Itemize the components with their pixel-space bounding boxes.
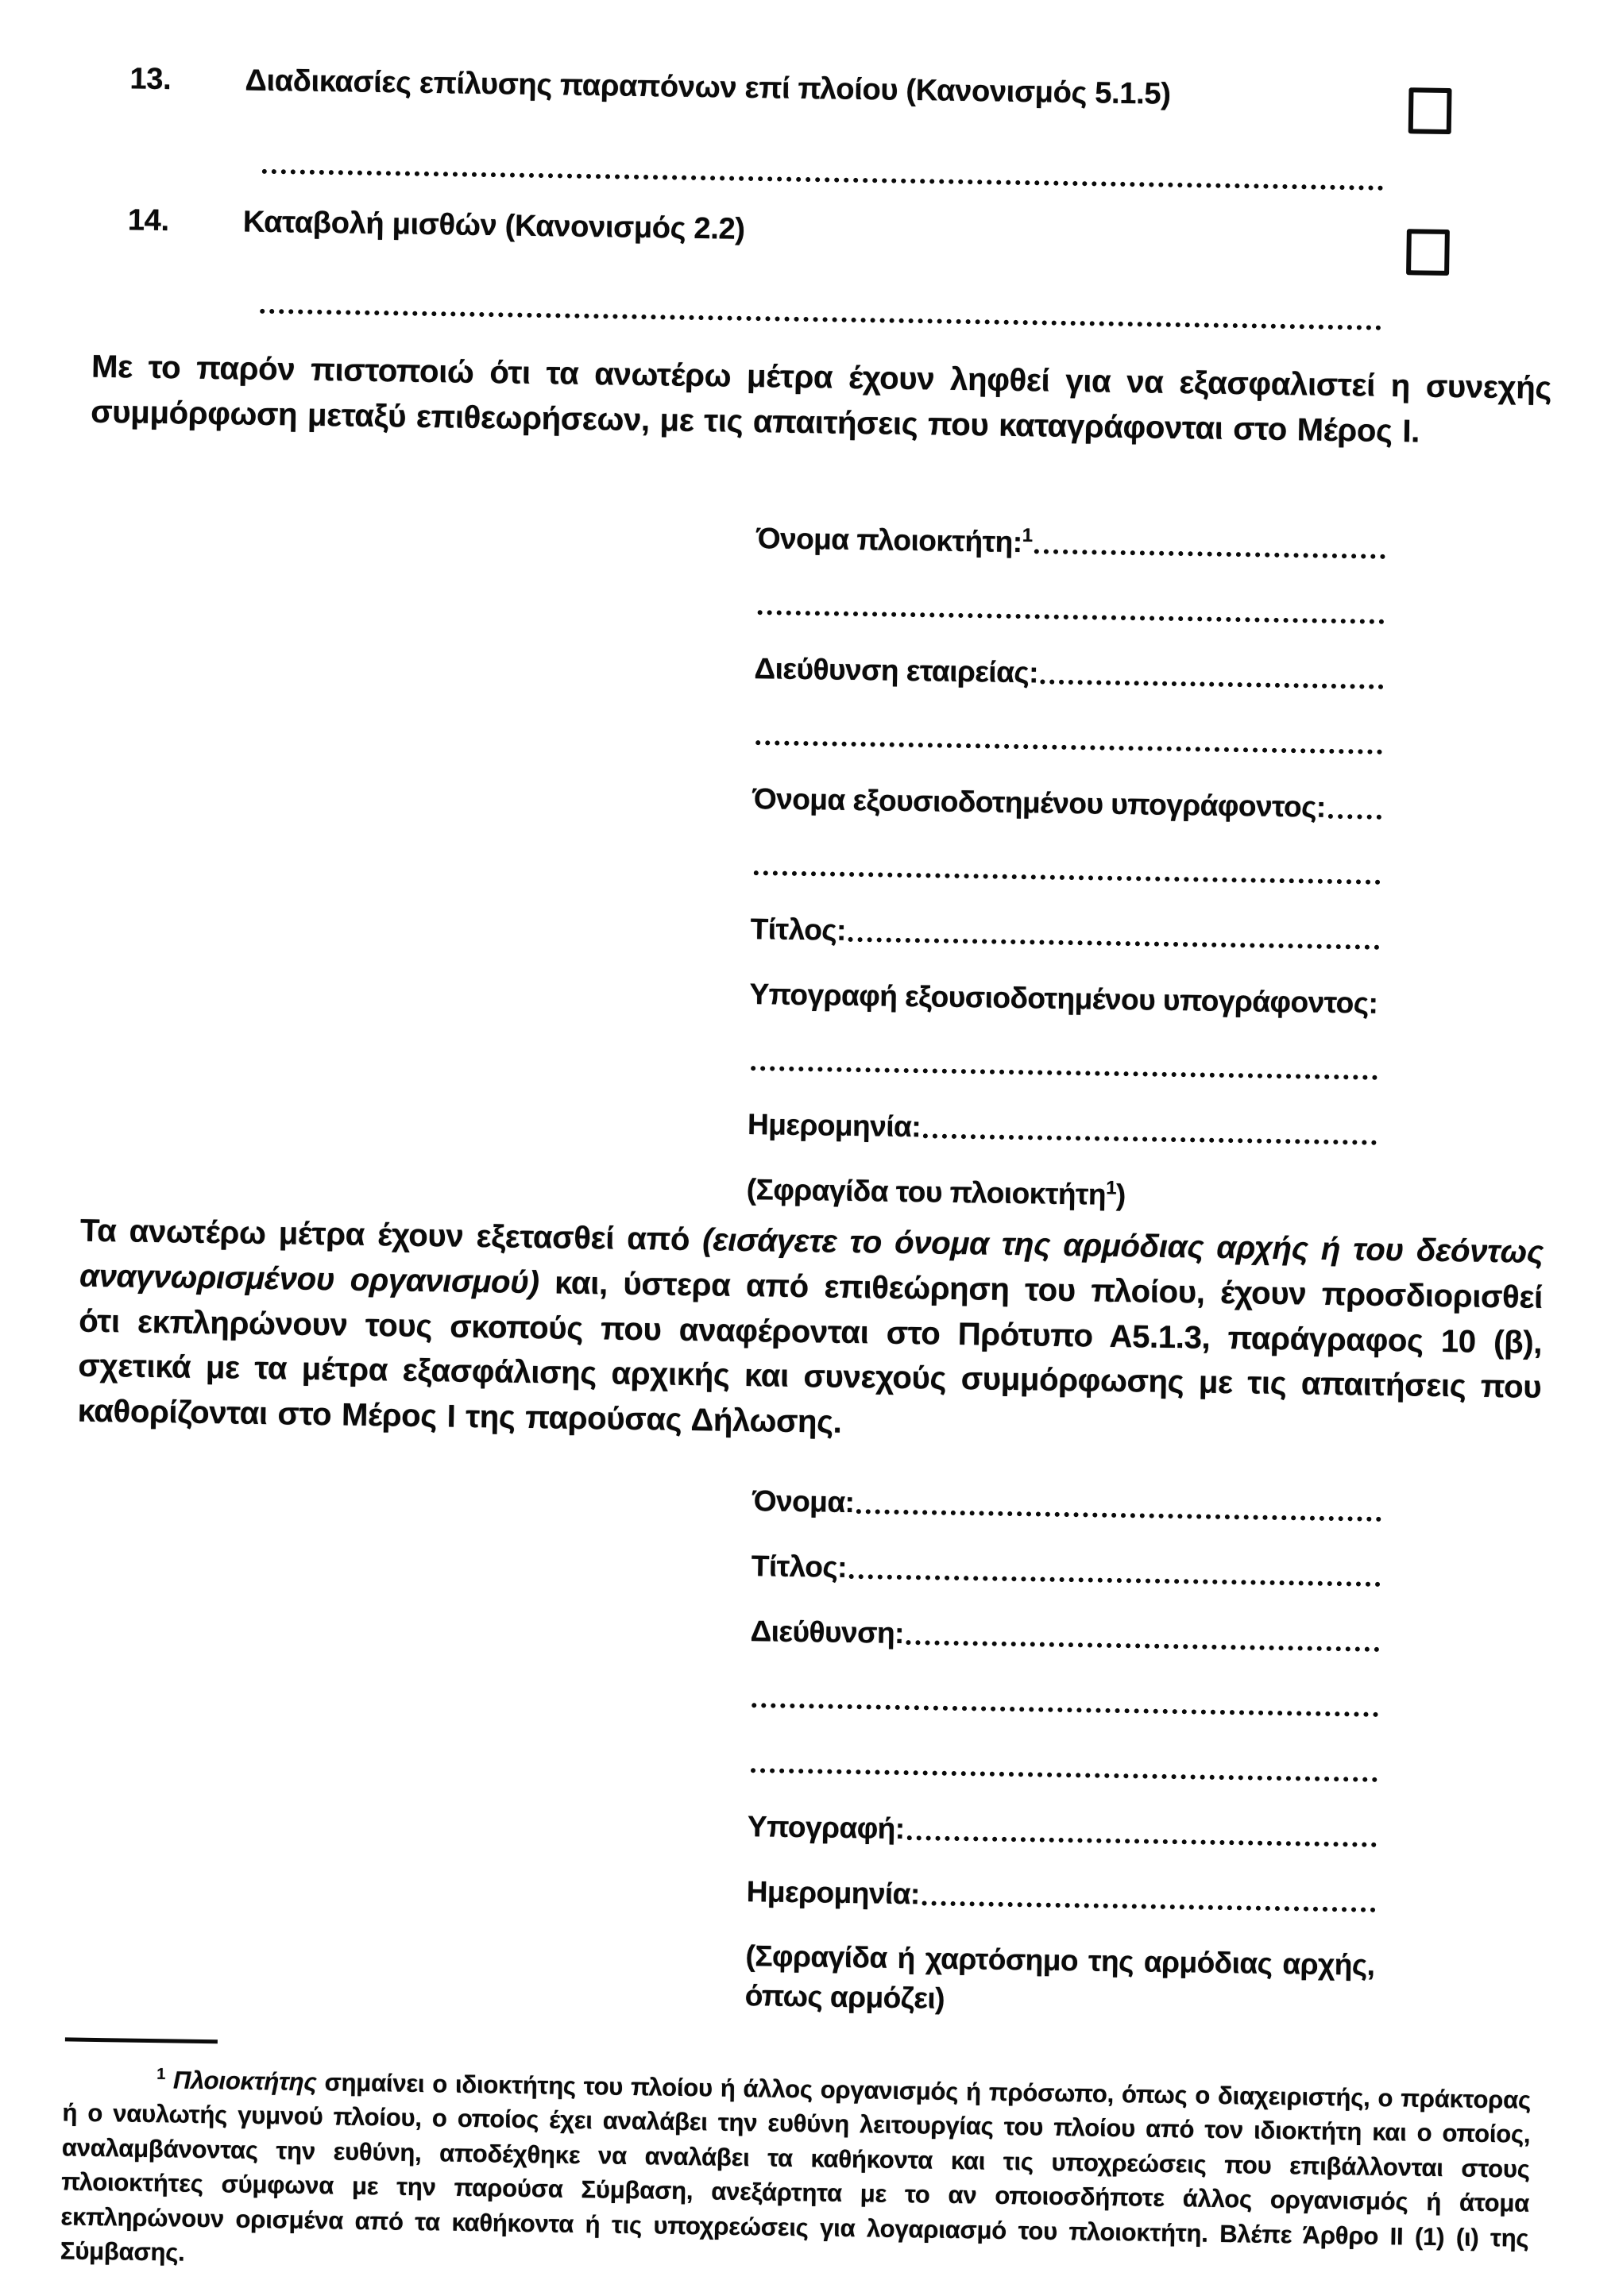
company-address-label: Διεύθυνση εταιρείας:	[754, 652, 1038, 689]
signatory-name-fill-line[interactable]	[1328, 814, 1381, 820]
owner-name-fill-line[interactable]	[1034, 549, 1385, 559]
title-row	[750, 909, 1380, 955]
signatory-name-extra-row	[752, 843, 1381, 890]
owner-name-label: Όνομα πλοιοκτήτη:$^1$	[756, 522, 1033, 559]
item-14-number: 14.	[128, 203, 244, 240]
review-paragraph-italic-instruction: (εισάγετε το όνομα της αρμόδιας αρχής ή του δεόντως αναγνωρισμένου οργανισμού)	[79, 1222, 1544, 1300]
footnote-ref-1: 1	[156, 2066, 165, 2083]
item-14-checkbox[interactable]	[1406, 229, 1450, 276]
date-fill-line[interactable]	[922, 1900, 1376, 1912]
signatory-signature-fill-row	[748, 1039, 1378, 1086]
owner-name-row	[756, 518, 1386, 565]
shipowner-signature-block	[746, 518, 1385, 1244]
review-paragraph-part2: και, ύστερα από επιθεώρηση του πλοίου, έχουν προσδιορισθεί ότι εκπληρώνουν τους σκοπούς που αναφέρονται στο Πρότυπο Α5.1.3, παράγραφος 10 (β), σχετικά με τα μέτρα εξασφάλισης αρχικής και συνεχούς συμμόρφωσης με τις απαιτήσεις που καθορίζονται στο Μέρος Ι της παρούσας Δήλωσης.	[77, 1265, 1543, 1440]
footnote-body: σημαίνει ο ιδιοκτήτης του πλοίου ή άλλος οργανισμός ή πρόσωπο, όπως ο διαχειριστής, ο πράκτορας ή ο ναυλωτής γυμνού πλοίου, ο οποίος έχει αναλάβει την ευθύνη λειτουργίας του πλοίου από τον ιδιοκτήτη και ο οποίος, αναλαμβάνοντας την ευθύνη, αποδέχθηκε να αναλάβει τα καθήκοντα και τις υποχρεώσεις που επιβάλλονται στους πλοιοκτήτες σύμφωνα με την παρούσα Σύμβαση, ανεξάρτητα με το αν οποιοσδήποτε άλλος οργανισμός ή άτομα εκπληρώνουν ορισμένα από τα καθήκοντα ή τις υποχρεώσεις για λογαριασμό του πλοιοκτήτη. Βλέπε Άρθρο ΙΙ (1) (ι) της Σύμβασης.	[60, 2068, 1532, 2267]
item-14-label: Καταβολή μισθών (Κανονισμός 2.2)	[243, 205, 746, 247]
fill-in-line[interactable]	[755, 740, 1382, 754]
certification-paragraph: Με το παρόν πιστοποιώ ότι τα ανωτέρω μέτρα έχουν ληφθεί για να εξασφαλιστεί η συνεχής συμμόρφωση μεταξύ επιθεωρήσεων, με τις απαιτήσεις που καταγράφονται στο Μέρος Ι.	[91, 345, 1551, 457]
footnote-term: Πλοιοκτήτης	[173, 2066, 317, 2096]
signature-fill-line[interactable]	[751, 1066, 1378, 1080]
footnote-separator	[65, 2037, 218, 2043]
checklist-item-14	[127, 203, 1450, 276]
checklist-item-13	[129, 62, 1452, 134]
date-label: Ημερομηνία:	[748, 1108, 922, 1144]
date-label: Ημερομηνία:	[746, 1875, 920, 1911]
owner-stamp-note-row	[747, 1169, 1377, 1216]
fill-in-line[interactable]	[752, 1703, 1378, 1717]
signatory-signature-label: Υπογραφή εξουσιοδοτημένου υπογράφοντος:	[749, 978, 1378, 1021]
title-fill-line[interactable]	[849, 1574, 1381, 1587]
item-14-fill-line[interactable]	[260, 309, 1381, 330]
item-13-fill-line[interactable]	[262, 169, 1384, 191]
signature-row	[748, 1806, 1378, 1853]
address-label: Διεύθυνση:	[750, 1615, 904, 1650]
signatory-name-label: Όνομα εξουσιοδοτημένου υπογράφοντος:	[752, 782, 1326, 824]
item-13-checkbox[interactable]	[1408, 87, 1452, 134]
title-label: Τίτλος:	[752, 1549, 848, 1584]
date-row	[748, 1104, 1378, 1151]
signature-fill-line[interactable]	[906, 1835, 1376, 1847]
address-extra-row	[749, 1676, 1379, 1723]
signatory-signature-row	[749, 974, 1379, 1021]
title-row	[752, 1545, 1381, 1592]
owner-stamp-note: (Σφραγίδα του πλοιοκτήτη$^1$)	[747, 1173, 1126, 1212]
name-row	[752, 1480, 1382, 1527]
date-fill-line[interactable]	[923, 1133, 1377, 1144]
date-row	[746, 1871, 1376, 1918]
footnote-ref-1: 1	[1106, 1177, 1116, 1198]
title-label: Τίτλος:	[750, 913, 846, 947]
address-fill-line[interactable]	[906, 1640, 1380, 1652]
signatory-name-row	[752, 778, 1382, 825]
owner-name-extra-row	[755, 583, 1385, 630]
item-13-number: 13.	[129, 62, 245, 98]
item-13-label: Διαδικασίες επίλυσης παραπόνων επί πλοίου (Κανονισμός 5.1.5)	[245, 64, 1171, 113]
fill-in-line[interactable]	[758, 610, 1385, 624]
authority-stamp-note: (Σφραγίδα ή χαρτόσημο της αρμόδιας αρχής, όπως αρμόζει)	[744, 1936, 1374, 2025]
company-address-extra-row	[753, 713, 1383, 760]
authority-signature-block	[744, 1480, 1381, 2053]
footnote-ref-1: 1	[1022, 525, 1033, 546]
name-label: Όνομα:	[752, 1484, 855, 1519]
review-paragraph-part1: Τα ανωτέρω μέτρα έχουν εξετασθεί από	[80, 1214, 703, 1258]
review-paragraph	[77, 1209, 1544, 1456]
title-fill-line[interactable]	[848, 937, 1380, 950]
name-fill-line[interactable]	[856, 1509, 1381, 1522]
address-extra-row-2	[748, 1741, 1378, 1788]
fill-in-line[interactable]	[754, 870, 1381, 885]
fill-in-line[interactable]	[751, 1768, 1378, 1782]
company-address-row	[754, 648, 1384, 695]
footnote	[60, 2061, 1532, 2290]
address-row	[750, 1611, 1380, 1657]
company-address-fill-line[interactable]	[1041, 679, 1384, 689]
signature-label: Υπογραφή:	[748, 1810, 905, 1846]
